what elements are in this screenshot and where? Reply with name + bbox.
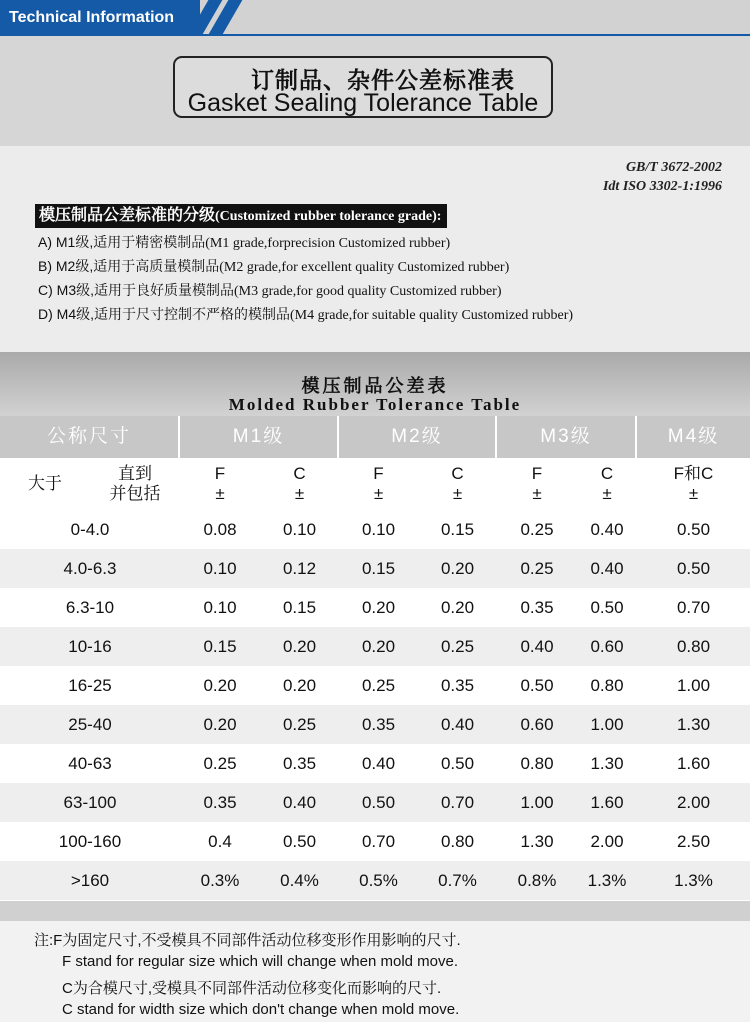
tolerance-cell: 1.60: [590, 793, 624, 812]
tolerance-cell: 0.40: [590, 559, 624, 578]
table-row: [0, 822, 750, 861]
grade-heading: [35, 204, 447, 228]
table-row: [0, 549, 750, 588]
tolerance-cell: 1.3%: [674, 871, 713, 890]
table-row: [0, 588, 750, 627]
tolerance-cell: 0.10: [282, 520, 317, 539]
tolerance-cell: 0.60: [590, 637, 624, 656]
tolerance-cell: 0.25: [520, 559, 554, 578]
table-row: [0, 861, 750, 900]
grade-heading-en: (Customized rubber tolerance grade):: [215, 209, 442, 224]
tolerance-cell: 0.25: [520, 520, 554, 539]
header-c-label: C: [293, 464, 306, 483]
header-m4: M4级: [667, 426, 720, 447]
notes-section: [0, 921, 750, 1022]
tolerance-cell: 1.30: [520, 832, 554, 851]
tolerance-cell: 0.50: [282, 832, 317, 851]
grade-item-en: (M2 grade,for excellent quality Customized rubber): [219, 260, 510, 275]
tolerance-cell: 0.10: [361, 520, 396, 539]
tolerance-cell: 1.3%: [587, 871, 627, 890]
standard-code: GB/T 3672-2002: [625, 160, 722, 175]
header-up-to-line1: 直到: [118, 464, 152, 483]
header-fc-label: F和C: [673, 464, 714, 483]
table-footer-divider: [0, 901, 750, 921]
table-group-header: [0, 416, 750, 458]
tolerance-cell: 1.30: [590, 754, 624, 773]
grade-item-cn: B) M2级,适用于高质量模制品: [38, 258, 220, 274]
tolerance-cell: 0.80: [520, 754, 554, 773]
tolerance-cell: 2.00: [590, 832, 624, 851]
tolerance-cell: 0.80: [440, 832, 475, 851]
size-range-cell: 40-63: [68, 754, 112, 773]
grade-item-en: (M3 grade,for good quality Customized rubber): [234, 284, 502, 299]
tolerance-cell: 0.5%: [359, 871, 398, 890]
tolerance-cell: 0.20: [440, 559, 475, 578]
header-nominal-size: 公称尺寸: [0, 416, 180, 458]
tolerance-cell: 0.50: [440, 754, 475, 773]
grade-heading-cn: 模压制品公差标准的分级: [39, 207, 216, 224]
table-sub-header: [0, 458, 750, 510]
header-m1-c: [260, 458, 339, 510]
title-english: Gasket Sealing Tolerance Table: [187, 89, 539, 117]
tolerance-cell: 0.35: [203, 793, 237, 812]
table-row: [0, 510, 750, 549]
table-row: [0, 705, 750, 744]
tolerance-cell: 0.15: [203, 637, 237, 656]
title-box: [173, 56, 553, 118]
banner-title: Technical Information: [0, 0, 200, 36]
tolerance-cell: 0.20: [282, 676, 317, 695]
tolerance-cell: 0.50: [590, 598, 624, 617]
size-range-cell: 0-4.0: [70, 520, 110, 539]
grade-item-cn: C) M3级,适用于良好质量模制品: [38, 282, 234, 298]
standard-code: Idt ISO 3302-1:1996: [602, 179, 722, 194]
tolerance-cell: 0.4%: [280, 871, 319, 890]
grade-item: [38, 304, 573, 324]
tolerance-cell: 0.15: [282, 598, 317, 617]
tolerance-cell: 0.20: [203, 676, 237, 695]
grade-item: [38, 256, 509, 276]
table-row: [0, 744, 750, 783]
header-c-label: C: [451, 464, 464, 483]
tolerance-cell: 1.00: [676, 676, 711, 695]
tolerance-cell: 2.00: [676, 793, 711, 812]
size-range-cell: 100-160: [58, 832, 122, 851]
grade-item-en: (M1 grade,forprecision Customized rubber): [205, 236, 451, 251]
header-m3-c: [577, 458, 637, 510]
tolerance-cell: 0.25: [203, 754, 237, 773]
tolerance-cell: 0.50: [676, 559, 711, 578]
grade-item-en: (M4 grade,for suitable quality Customized rubber): [290, 308, 574, 323]
grade-section: [0, 146, 750, 352]
header-m1-f: [180, 458, 260, 510]
plus-minus-symbol: ±: [452, 484, 463, 503]
tolerance-cell: 0.7%: [438, 871, 477, 890]
tolerance-cell: 1.60: [676, 754, 711, 773]
tolerance-cell: 0.40: [520, 637, 554, 656]
tolerance-cell: 0.12: [282, 559, 317, 578]
plus-minus-symbol: ±: [373, 484, 384, 503]
tolerance-cell: 0.20: [361, 637, 396, 656]
table-row: [0, 627, 750, 666]
size-range-cell: 63-100: [63, 793, 117, 812]
tolerance-cell: 2.50: [676, 832, 711, 851]
size-range-cell: 16-25: [68, 676, 112, 695]
header-over: 大于: [28, 474, 62, 493]
header-c-label: C: [600, 464, 614, 483]
tolerance-cell: 0.40: [282, 793, 317, 812]
tolerance-cell: 0.20: [282, 637, 317, 656]
tolerance-cell: 0.40: [590, 520, 624, 539]
tolerance-cell: 0.20: [203, 715, 237, 734]
table-title-band: [0, 352, 750, 416]
tolerance-cell: 1.00: [590, 715, 624, 734]
tolerance-cell: 0.4: [208, 832, 232, 851]
grade-item-cn: D) M4级,适用于尺寸控制不严格的模制品: [38, 306, 290, 322]
tolerance-cell: 0.10: [203, 598, 237, 617]
header-m2-c: [418, 458, 497, 510]
tolerance-cell: 0.35: [282, 754, 317, 773]
tolerance-cell: 0.35: [520, 598, 554, 617]
tolerance-cell: 0.3%: [200, 871, 240, 890]
grade-item-cn: A) M1级,适用于精密模制品: [38, 234, 206, 250]
size-range-cell: 6.3-10: [65, 598, 115, 617]
tolerance-cell: 0.60: [520, 715, 554, 734]
header-f-label: F: [373, 464, 384, 483]
table-title-cn: 模压制品公差表: [301, 376, 449, 396]
tolerance-cell: 0.08: [203, 520, 237, 539]
plus-minus-symbol: ±: [215, 484, 225, 503]
title-section: [0, 36, 750, 146]
note-line: F stand for regular size which will change when mold move.: [62, 953, 459, 970]
tolerance-cell: 0.40: [440, 715, 475, 734]
plus-minus-symbol: ±: [688, 484, 699, 503]
header-up-to-line2: 并包括: [109, 484, 161, 503]
header-m1: M1级: [180, 416, 339, 458]
table-title-en: Molded Rubber Tolerance Table: [228, 395, 522, 414]
tolerance-cell: 1.30: [676, 715, 711, 734]
tolerance-cell: 0.80: [676, 637, 711, 656]
tolerance-cell: 0.50: [520, 676, 554, 695]
tolerance-cell: 0.15: [361, 559, 396, 578]
tolerance-cell: 0.20: [440, 598, 475, 617]
size-range-cell: 25-40: [68, 715, 112, 734]
top-banner: [0, 0, 750, 36]
header-m2: M2级: [339, 416, 497, 458]
note-line: C stand for width size which don't change when mold move.: [62, 1001, 460, 1018]
grade-item: [38, 280, 502, 300]
size-range-cell: 4.0-6.3: [63, 559, 117, 578]
tolerance-cell: 0.70: [440, 793, 475, 812]
tolerance-cell: 0.25: [440, 637, 475, 656]
tolerance-cell: 0.8%: [517, 871, 557, 890]
table-row: [0, 666, 750, 705]
tolerance-cell: 0.50: [361, 793, 396, 812]
plus-minus-symbol: ±: [294, 484, 305, 503]
size-range-cell: >160: [70, 871, 110, 890]
tolerance-cell: 0.35: [361, 715, 396, 734]
header-m3-f: [497, 458, 577, 510]
header-m4-fc: [637, 458, 750, 510]
tolerance-cell: 1.00: [520, 793, 554, 812]
header-up-to: [90, 458, 180, 510]
grade-item: [38, 232, 450, 252]
header-m2-f: [339, 458, 418, 510]
note-line: C为合模尺寸,受模具不同部件活动位移变化而影响的尺寸.: [62, 980, 442, 997]
tolerance-cell: 0.20: [361, 598, 396, 617]
tolerance-cell: 0.70: [676, 598, 711, 617]
tolerance-cell: 0.35: [440, 676, 475, 695]
tolerance-cell: 0.50: [676, 520, 711, 539]
table-row: [0, 783, 750, 822]
size-range-cell: 10-16: [68, 637, 112, 656]
title-chinese: 订制品、杂件公差标准表: [251, 67, 515, 93]
header-f-label: F: [531, 464, 543, 483]
plus-minus-symbol: ±: [602, 484, 612, 503]
plus-minus-symbol: ±: [532, 484, 542, 503]
note-line: 注:F为固定尺寸,不受模具不同部件活动位移变形作用影响的尺寸.: [34, 932, 461, 949]
tolerance-cell: 0.10: [203, 559, 237, 578]
header-f-label: F: [214, 464, 226, 483]
header-m3: M3级: [497, 416, 637, 458]
tolerance-cell: 0.80: [590, 676, 624, 695]
tolerance-cell: 0.40: [361, 754, 396, 773]
tolerance-cell: 0.25: [282, 715, 317, 734]
tolerance-cell: 0.25: [361, 676, 396, 695]
tolerance-cell: 0.70: [361, 832, 396, 851]
tolerance-cell: 0.15: [440, 520, 475, 539]
